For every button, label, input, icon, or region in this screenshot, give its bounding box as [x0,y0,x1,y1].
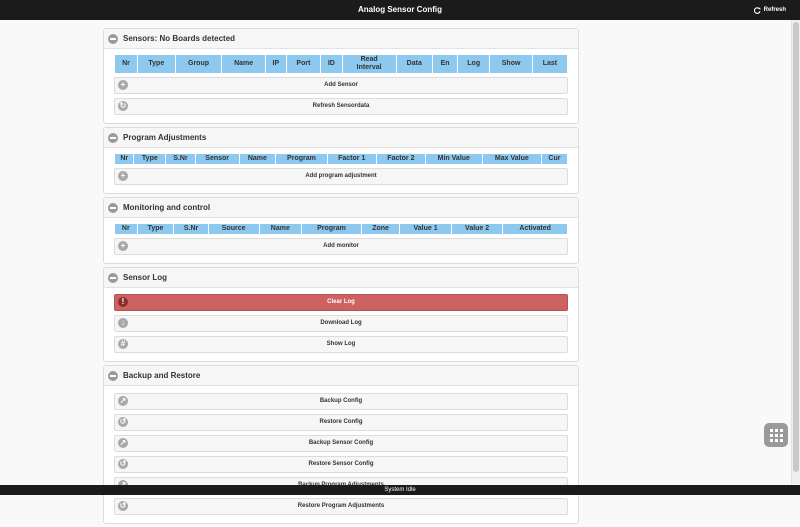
column-header[interactable]: Nr [115,55,138,74]
program-title: Program Adjustments [123,133,207,142]
backup-icon: ↗ [119,438,127,447]
restore-config-button[interactable] [114,414,568,431]
column-header[interactable]: Type [134,154,166,165]
show-log-label: Show Log [326,341,356,347]
add-program-adjustment-label: Add program adjustment [305,173,377,179]
sensors-table [114,54,568,74]
column-header[interactable]: Max Value [482,154,541,165]
column-header[interactable]: Min Value [425,154,482,165]
backup-config-label: Backup Config [319,398,363,404]
backup-sensor-config-button[interactable] [114,435,568,452]
sensor-log-section [103,267,579,362]
collapse-icon [108,133,118,143]
column-header[interactable]: Log [458,55,490,74]
column-header[interactable]: Sensor [195,154,239,165]
monitoring-table [114,223,568,235]
column-header[interactable]: Type [138,55,176,74]
alert-icon: ! [118,297,128,307]
restore-program-adjustments-button[interactable] [114,498,568,515]
sensor-log-section-header[interactable] [104,268,578,288]
app-title: Analog Sensor Config [358,5,442,14]
monitoring-title: Monitoring and control [123,203,211,212]
column-header[interactable]: Group [175,55,222,74]
column-header[interactable]: IP [265,55,286,74]
collapse-icon [108,34,118,44]
scrollbar-thumb[interactable] [793,22,799,472]
column-header[interactable]: Nr [115,224,138,235]
column-header[interactable]: Name [259,224,302,235]
refresh-sensordata-label: Refresh Sensordata [312,103,370,109]
monitoring-section-header[interactable] [104,198,578,218]
config-content [103,28,579,527]
add-sensor-button[interactable] [114,77,568,94]
column-header[interactable]: Factor 1 [327,154,376,165]
column-header[interactable]: Value 1 [400,224,452,235]
restore-program-adjustments-label: Restore Program Adjustments [297,503,385,509]
sensors-title: Sensors: No Boards detected [123,34,236,43]
restore-icon: ↺ [119,459,127,468]
clear-log-button[interactable] [114,294,568,311]
refresh-button[interactable] [754,0,786,20]
download-icon: ↓ [118,318,128,328]
restore-sensor-config-button[interactable] [114,456,568,473]
backup-config-button[interactable] [114,393,568,410]
clear-log-label: Clear Log [327,299,355,305]
program-section [103,127,579,194]
column-header[interactable]: Data [396,55,432,74]
backup-icon: ↗ [119,396,127,405]
column-header[interactable]: Name [239,154,276,165]
column-header[interactable]: S.Nr [166,154,196,165]
plus-circle-icon: + [118,171,128,181]
column-header[interactable]: Last [532,55,567,74]
monitoring-section [103,197,579,264]
backup-title: Backup and Restore [123,371,201,380]
status-text: System Idle [384,487,416,493]
column-header[interactable]: Name [222,55,265,74]
program-table [114,153,568,165]
sensors-section-header[interactable] [104,29,578,49]
backup-sensor-config-label: Backup Sensor Config [308,440,374,446]
restore-icon: ↺ [119,417,127,426]
grid-menu-button[interactable] [764,423,788,447]
column-header[interactable]: Program [276,154,327,165]
column-header[interactable]: En [432,55,457,74]
grid-icon: # [118,339,128,349]
column-header[interactable]: Port [286,55,320,74]
column-header[interactable]: Zone [361,224,399,235]
add-monitor-button[interactable] [114,238,568,255]
sensor-log-title: Sensor Log [123,273,168,282]
backup-section-header[interactable] [104,366,578,386]
refresh-sensordata-button[interactable] [114,98,568,115]
restore-sensor-config-label: Restore Sensor Config [308,461,374,467]
column-header[interactable]: Cur [541,154,567,165]
collapse-icon [108,371,118,381]
plus-circle-icon: + [118,80,128,90]
restore-icon: ↺ [119,501,127,510]
column-header[interactable]: Read Interval [342,55,396,74]
column-header[interactable]: ID [321,55,343,74]
add-monitor-label: Add monitor [323,243,359,249]
download-log-label: Download Log [320,320,362,326]
column-header[interactable]: S.Nr [174,224,208,235]
sensors-section [103,28,579,124]
column-header[interactable]: Value 2 [451,224,503,235]
plus-circle-icon: + [118,241,128,251]
column-header[interactable]: Factor 2 [376,154,425,165]
column-header[interactable]: Source [208,224,259,235]
backup-section [103,365,579,524]
reload-icon: ↻ [119,101,127,110]
collapse-icon [108,273,118,283]
column-header[interactable]: Activated [503,224,568,235]
page-scrollbar[interactable] [791,20,800,484]
collapse-icon [108,203,118,213]
download-log-button[interactable] [114,315,568,332]
column-header[interactable]: Nr [115,154,134,165]
column-header[interactable]: Type [137,224,174,235]
show-log-button[interactable] [114,336,568,353]
add-program-adjustment-button[interactable] [114,168,568,185]
refresh-icon [754,7,761,14]
top-bar [0,0,800,20]
add-sensor-label: Add Sensor [324,82,358,88]
column-header[interactable]: Show [490,55,533,74]
restore-config-label: Restore Config [319,419,363,425]
grid-icon [770,429,783,442]
status-bar [0,485,800,495]
refresh-label: Refresh [763,7,786,13]
program-section-header[interactable] [104,128,578,148]
column-header[interactable]: Program [302,224,362,235]
